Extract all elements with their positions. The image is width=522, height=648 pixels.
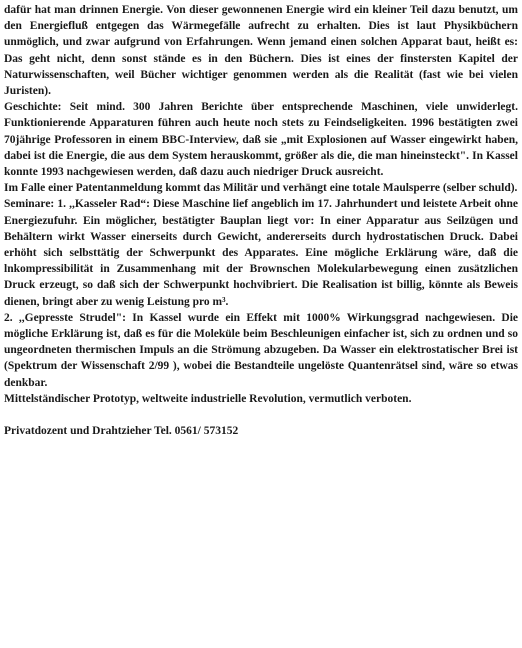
paragraph-patent: Im Falle einer Patentanmeldung kommt das Militär und verhängt eine totale Maulsperre (selber schuld).	[4, 182, 518, 195]
paragraph-history: Geschichte: Seit mind. 300 Jahren Berichte über entsprechende Maschinen, viele unwiderlegt. Funktionierende Apparaturen führen auch heute noch stets zu Feindseligkeiten. 1996 bestätigten zwei 70jährige Professoren in einem BBC-Interview, daß sie „mit Explosionen auf Wasser eingewirkt haben, dabei ist die Energie, die aus dem System herauskommt, größer als die, die man hineinsteckt". In Kassel konnte 1993 nachgewiesen werden, daß dazu auch niedriger Druck ausreicht.	[4, 101, 518, 179]
paragraph-seminar-strudel: 2. ,,Gepresste Strudel": In Kassel wurde ein Effekt mit 1000% Wirkungsgrad nachgewiesen. Die mögliche Erklärung ist, daß es für die Moleküle beim Beschleunigen einfacher ist, sich zu ordnen und so ungeordneten thermischen Impuls an die Strömung abzugeben. Da Wasser ein elektrostatischer Brei ist (Spektrum der Wissenschaft 2/99 ), wobei die Bestandteile ungelöste Quantenrätsel sind, wäre so etwas denkbar.	[4, 311, 518, 389]
paragraph-energy-intro: dafür hat man drinnen Energie. Von dieser gewonnenen Energie wird ein kleiner Teil dazu benutzt, um den Energiefluß entgegen das Wärmegefälle aufrecht zu erhalten. Dies ist laut Physikbüchern unmöglich, und zwar aufgrund von Erfahrungen. Wenn jemand einen solchen Apparat baut, heißt es: Das geht nicht, denn sonst stände es in den Büchern. Dies ist eines der finstersten Kapitel der Naturwissenschaften, weil Bücher wichtiger genommen werden als die Realität (fast wie bei vielen Juristen).	[4, 4, 518, 98]
paragraph-prototype: Mittelständischer Prototyp, weltweite industrielle Revolution, vermutlich verboten.	[4, 392, 412, 405]
paragraph-seminar-kasseler-rad: Seminare: 1. ,,Kasseler Rad“: Diese Maschine lief angeblich im 17. Jahrhundert und leistete Arbeit ohne Energiezufuhr. Ein möglicher, bestätigter Bauplan liegt vor: In einer Apparatur aus Seilzügen und Behältern wirkt Wasser einerseits durch Gewicht, andererseits durch hydrostatischen Druck. Dabei erhöht sich selbsttätig der Schwerpunkt des Apparates. Eine mögliche Erklärung wäre, daß die lnkompressibilität in Zusammenhang mit der Brownschen Molekularbewegung einen zusätzlichen Druck erzeugt, so daß sich der Schwerpunkt hochvibriert. Die Realisation ist billig, könnte als Beweis dienen, bringt aber zu wenig Leistung pro m³.	[4, 198, 518, 308]
signature-line: Privatdozent und Drahtzieher Tel. 0561/ 573152	[4, 425, 239, 438]
